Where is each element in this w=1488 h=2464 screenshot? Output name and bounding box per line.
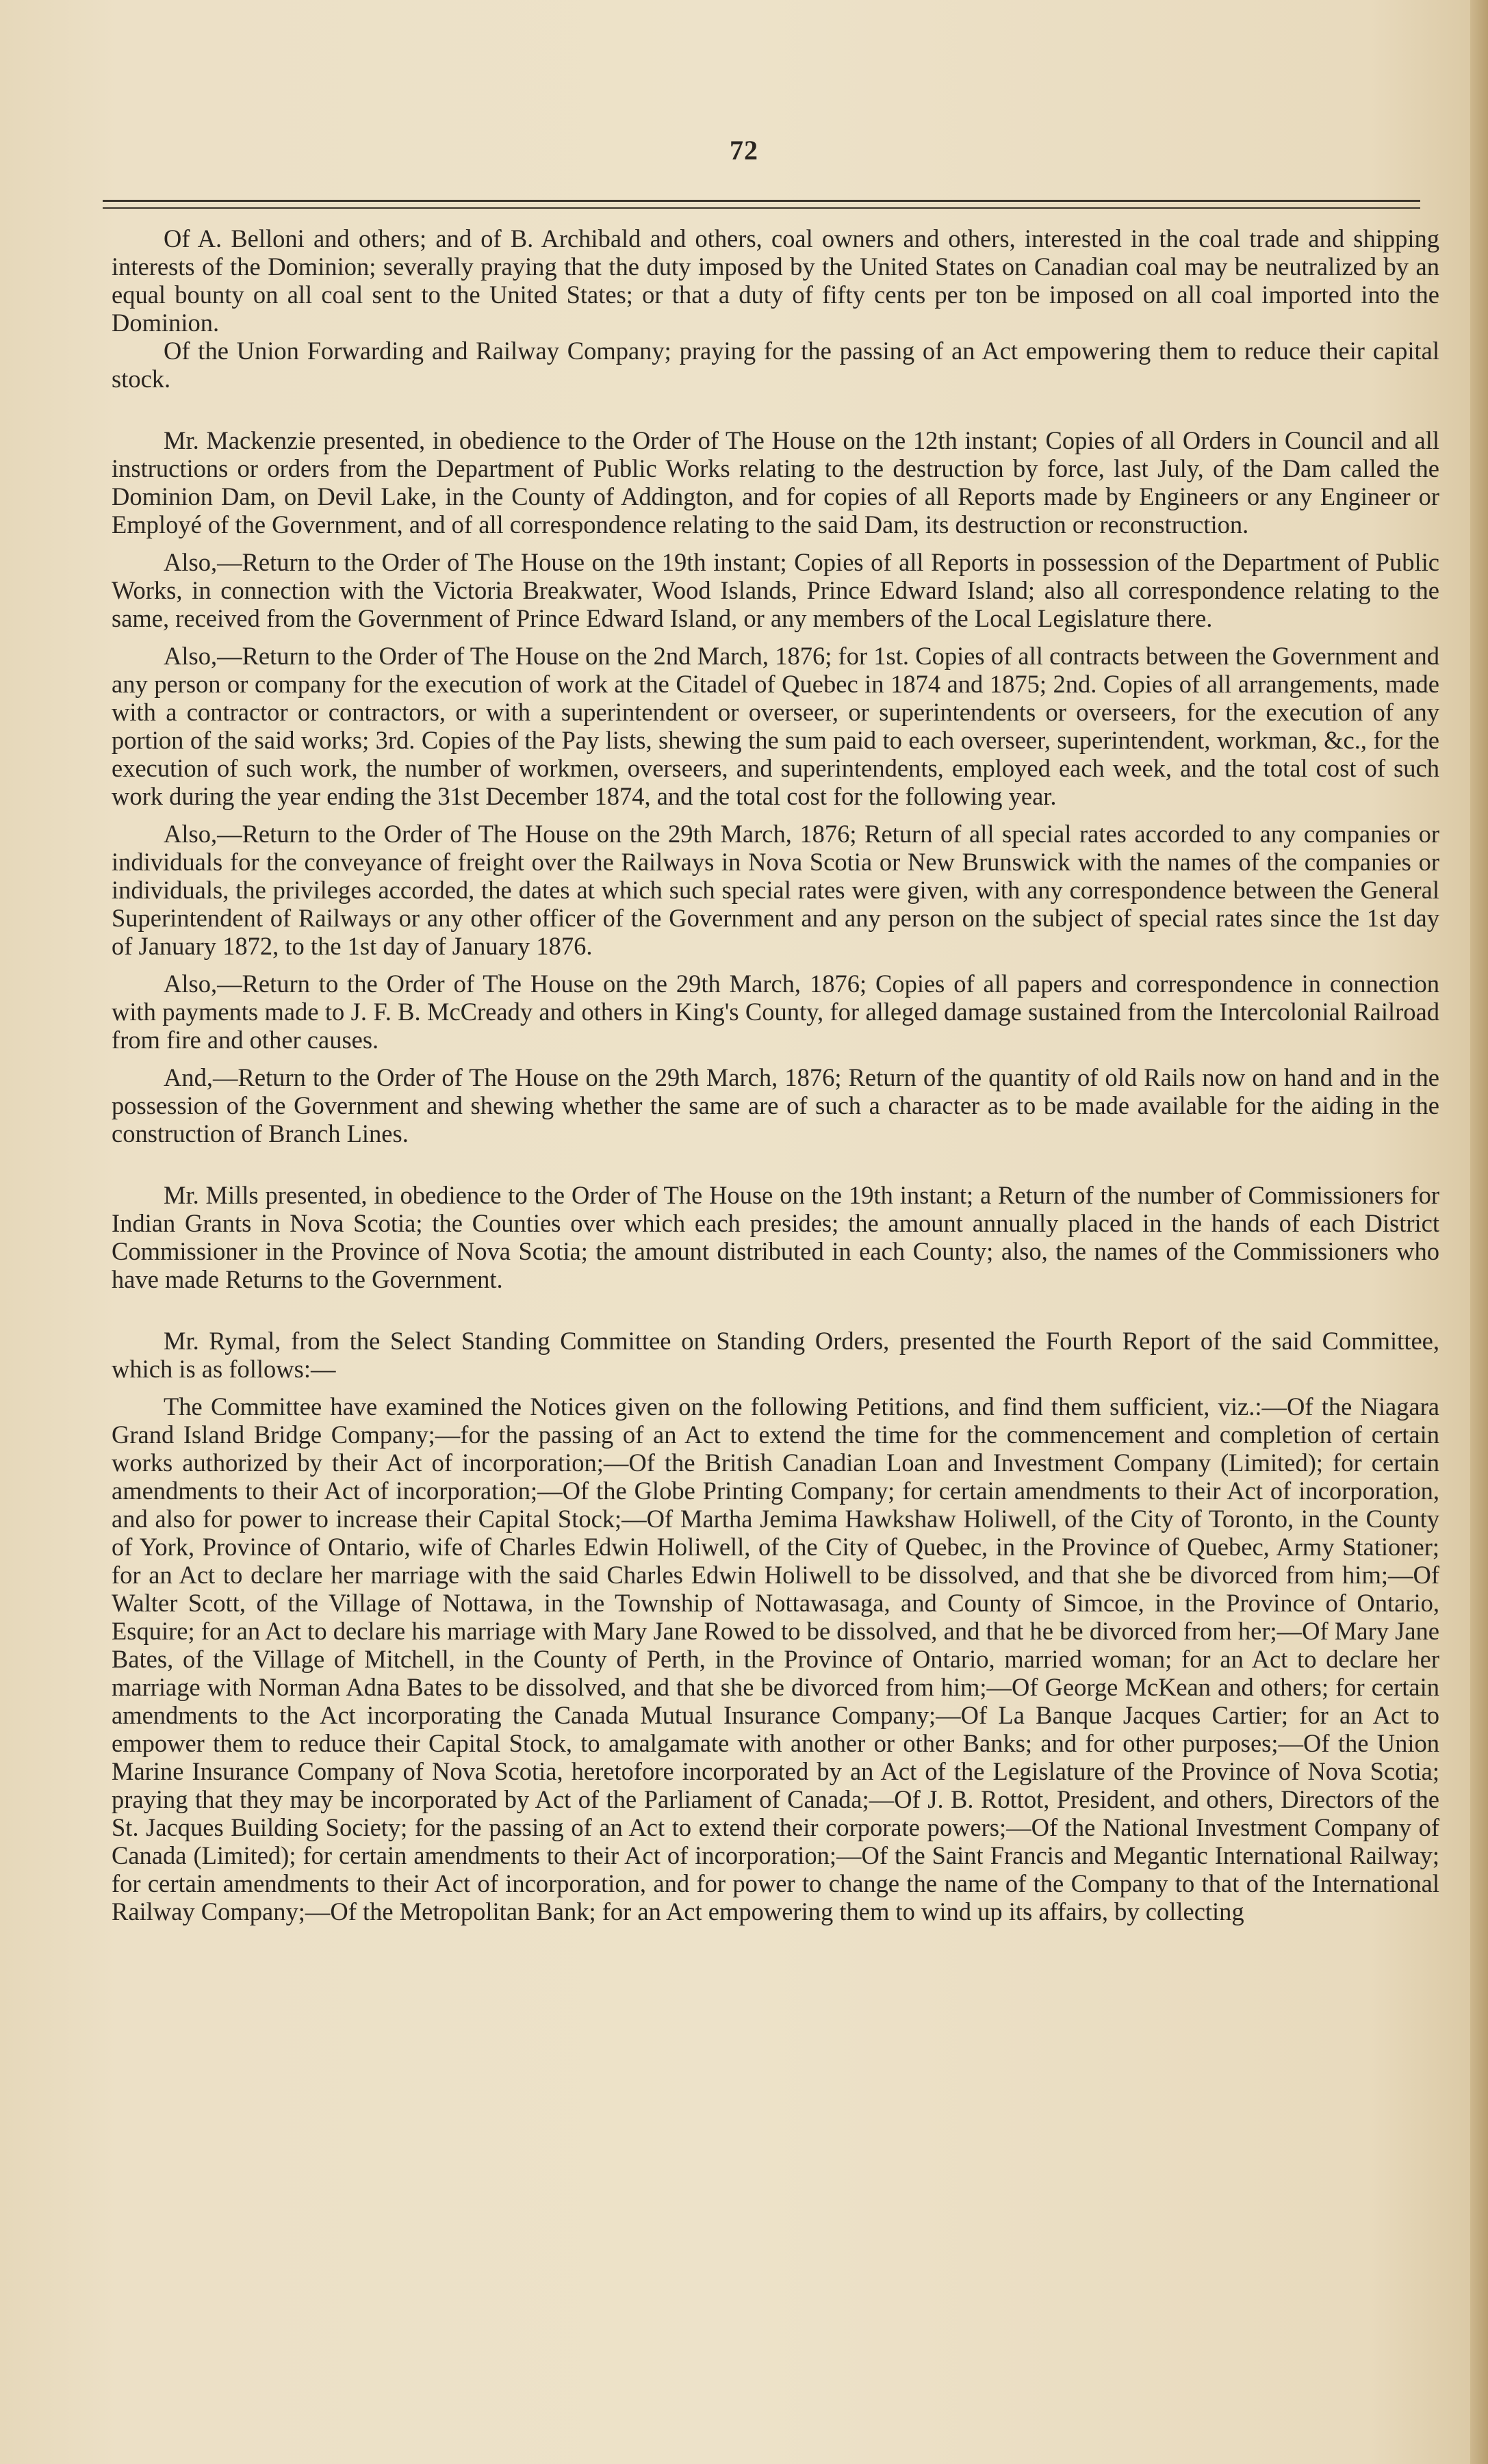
paragraph-petition-union-forwarding: Of the Union Forwarding and Railway Company; praying for the passing of an Act empowering them to reduce their capital stock. — [112, 337, 1439, 393]
body-text — [112, 224, 1439, 1925]
paragraph-mackenzie-return: Mr. Mackenzie presented, in obedience to the Order of The House on the 12th instant; Copies of all Orders in Council and all instructions or orders from the Department of Public Works relating to the destruction by force, last July, of the Dam called the Dominion Dam, on Devil Lake, in the County of Addington, and for copies of all Reports made by Engineers or any Engineer or Employé of the Government, and of all correspondence relating to the said Dam, its destruction or reconstruction. — [112, 426, 1439, 539]
paragraph-mills-return: Mr. Mills presented, in obedience to the Order of The House on the 19th instant; a Return of the number of Commissioners for Indian Grants in Nova Scotia; the Counties over which each presides; the amount annually placed in the hands of each District Commissioner in the Province of Nova Scotia; the amount distributed in each County; also, the names of the Commissioners who have made Returns to the Government. — [112, 1181, 1439, 1293]
paragraph-return-mccready: Also,—Return to the Order of The House on the 29th March, 1876; Copies of all papers and correspondence in connection with payments made to J. F. B. McCready and others in King's County, for alleged damage sustained from the Intercolonial Railroad from fire and other causes. — [112, 970, 1439, 1054]
page-edge — [1470, 0, 1488, 2464]
header-rule-bottom — [103, 207, 1420, 209]
page-number: 72 — [730, 135, 758, 166]
paragraph-return-old-rails: And,—Return to the Order of The House on the 29th March, 1876; Return of the quantity of old Rails now on hand and in the possession of the Government and shewing whether the same are of such a character as to be made available for the aiding in the construction of Branch Lines. — [112, 1063, 1439, 1147]
paragraph-return-citadel-quebec: Also,—Return to the Order of The House on the 2nd March, 1876; for 1st. Copies of all contracts between the Government and any person or company for the execution of work at the Citadel of Quebec in 1874 and 1875; 2nd. Copies of all arrangements, made with a contractor or contractors, or with a superintendent or overseer, or superintendents or overseers, for the execution of any portion of the said works; 3rd. Copies of the Pay lists, shewing the sum paid to each overseer, superintendent, workman, &c., for the execution of such work, the number of workmen, overseers, and superintendents, employed each week, and the total cost of such work during the year ending the 31st December 1874, and the total cost for the following year. — [112, 642, 1439, 810]
paragraph-return-victoria-breakwater: Also,—Return to the Order of The House on the 19th instant; Copies of all Reports in possession of the Department of Public Works, in connection with the Victoria Breakwater, Wood Islands, Prince Edward Island; also all correspondence relating to the same, received from the Government of Prince Edward Island, or any members of the Local Legislature there. — [112, 548, 1439, 632]
paragraph-return-special-rates: Also,—Return to the Order of The House on the 29th March, 1876; Return of all special rates accorded to any companies or individuals for the conveyance of freight over the Railways in Nova Scotia or New Brunswick with the names of the companies or individuals, the privileges accorded, the dates at which such special rates were given, with any correspondence between the General Superintendent of Railways or any other officer of the Government and any person on the subject of special rates since the 1st day of January 1872, to the 1st day of January 1876. — [112, 820, 1439, 960]
paragraph-committee-notices: The Committee have examined the Notices given on the following Petitions, and find them sufficient, viz.:—Of the Niagara Grand Island Bridge Company;—for the passing of an Act to extend the time for the commencement and completion of certain works authorized by their Act of incorporation;—Of the British Canadian Loan and Investment Company (Limited); for certain amendments to their Act of incorporation;—Of the Globe Printing Company; for certain amendments to their Act of incorporation, and also for power to increase their Capital Stock;—Of Martha Jemima Hawkshaw Holiwell, of the City of Toronto, in the County of York, Province of Ontario, wife of Charles Edwin Holiwell, of the City of Quebec, in the Province of Quebec, Army Stationer; for an Act to declare her marriage with the said Charles Edwin Holiwell to be dissolved, and that she be divorced from him;—Of Walter Scott, of the Village of Nottawa, in the Township of Nottawasaga, and County of Simcoe, in the Province of Ontario, Esquire; for an Act to declare his marriage with Mary Jane Rowed to be dissolved, and that he be divorced from her;—Of Mary Jane Bates, of the Village of Mitchell, in the County of Perth, in the Province of Ontario, married woman; for an Act to declare her marriage with Norman Adna Bates to be dissolved, and that she be divorced from him;—Of George McKean and others; for certain amendments to the Act incorporating the Canada Mutual Insurance Company;—Of La Banque Jacques Cartier; for an Act to empower them to reduce their Capital Stock, to amalgamate with another or other Banks; and for other purposes;—Of the Union Marine Insurance Company of Nova Scotia, heretofore incorporated by an Act of the Legislature of the Province of Nova Scotia; praying that they may be incorporated by Act of the Parliament of Canada;—Of J. B. Rottot, President, and others, Directors of the St. Jacques Building Society; for the passing of an Act to extend their corporate powers;—Of the National Investment Company of Canada (Limited); for certain amendments to their Act of incorporation;—Of the Saint Francis and Megantic International Railway; for certain amendments to their Act of incorporation, and for power to change the name of the Company to that of the International Railway Company;—Of the Metropolitan Bank; for an Act empowering them to wind up its affairs, by collecting — [112, 1392, 1439, 1925]
paragraph-petitions-coal: Of A. Belloni and others; and of B. Archibald and others, coal owners and others, interested in the coal trade and shipping interests of the Dominion; severally praying that the duty imposed by the United States on Canadian coal may be neutralized by an equal bounty on all coal sent to the United States; or that a duty of fifty cents per ton be imposed on all coal imported into the Dominion. — [112, 224, 1439, 337]
paragraph-rymal-report: Mr. Rymal, from the Select Standing Committee on Standing Orders, presented the Fourth Report of the said Committee, which is as follows:— — [112, 1327, 1439, 1383]
header-rule-top — [103, 200, 1420, 202]
